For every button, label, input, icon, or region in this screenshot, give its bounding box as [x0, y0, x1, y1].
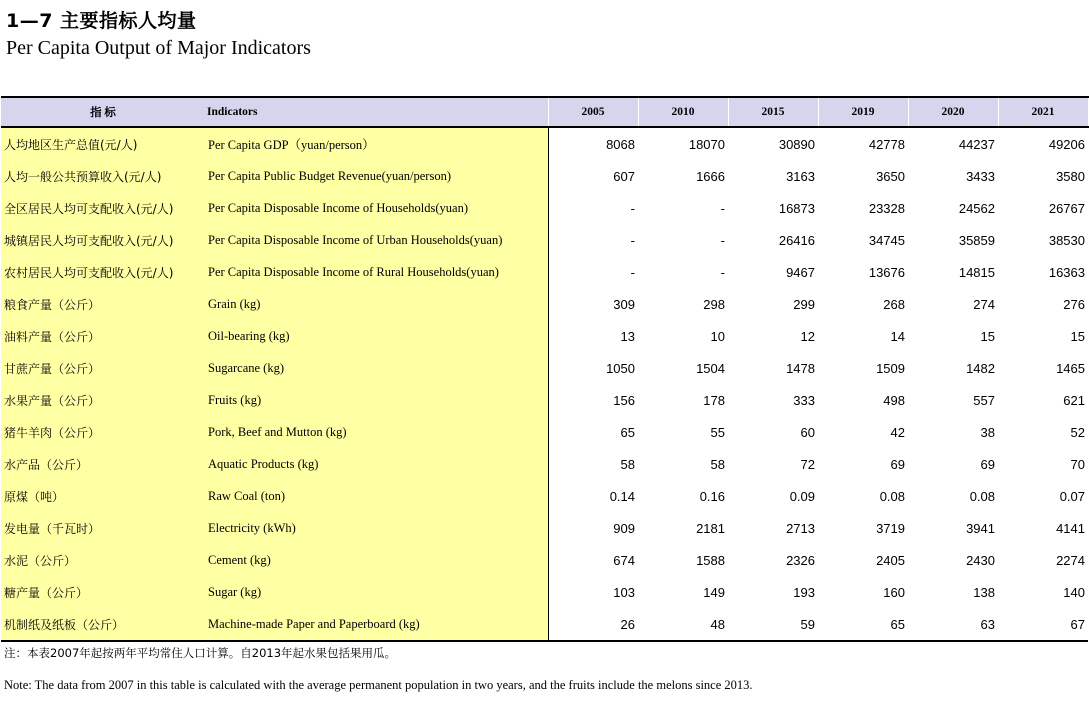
indicator-name-cn: 猪牛羊肉（公斤）: [1, 416, 205, 448]
value-cell: 268: [883, 296, 905, 312]
indicator-name-en: Oil-bearing (kg): [205, 320, 548, 352]
indicator-name-en: Sugar (kg): [205, 576, 548, 608]
value-cell: 52: [1070, 424, 1085, 440]
indicator-name-en: Per Capita GDP（yuan/person）: [205, 127, 548, 160]
indicator-name-cn: 全区居民人均可支配收入(元/人): [1, 192, 205, 224]
value-cell: 8068: [606, 136, 635, 152]
value-cell: 24562: [958, 200, 995, 216]
value-cell: 3941: [966, 520, 995, 536]
value-cell: -: [720, 232, 725, 248]
value-cell: 69: [890, 456, 905, 472]
table-row: [1, 416, 1088, 448]
value-cell: 70: [1070, 456, 1085, 472]
value-cell: 333: [793, 392, 815, 408]
indicator-name-en: Raw Coal (ton): [205, 480, 548, 512]
table-row: [1, 384, 1088, 416]
indicator-name-en: Grain (kg): [205, 288, 548, 320]
value-cell: 9467: [786, 264, 815, 280]
value-cell: 1465: [1056, 360, 1085, 376]
value-cell: 44237: [958, 136, 995, 152]
indicator-name-en: Cement (kg): [205, 544, 548, 576]
value-cell: 59: [728, 608, 818, 641]
value-cell: 13: [620, 328, 635, 344]
table-row: [1, 544, 1088, 576]
page-title-cn: 1—7 主要指标人均量: [6, 10, 197, 32]
value-cell: 3433: [966, 168, 995, 184]
value-cell: 2405: [876, 552, 905, 568]
value-cell: 3650: [876, 168, 905, 184]
page-title-en: Per Capita Output of Major Indicators: [6, 37, 311, 59]
value-cell: 178: [703, 392, 725, 408]
value-cell: 18070: [688, 136, 725, 152]
value-cell: 3580: [1056, 168, 1085, 184]
indicator-name-cn: 城镇居民人均可支配收入(元/人): [1, 224, 205, 256]
indicator-name-cn: 原煤（吨）: [1, 480, 205, 512]
value-cell: 60: [800, 424, 815, 440]
table-row: [1, 127, 1088, 160]
indicator-name-cn: 机制纸及纸板（公斤）: [1, 608, 205, 641]
value-cell: 160: [883, 584, 905, 600]
indicator-name-cn: 人均地区生产总值(元/人): [1, 127, 205, 160]
indicator-name-en: Per Capita Disposable Income of Urban Households(yuan): [205, 224, 548, 256]
table-row: [1, 320, 1088, 352]
header-indicator-cn: 指 标: [1, 97, 205, 127]
value-cell: 140: [1063, 584, 1085, 600]
value-cell: 0.08: [969, 488, 995, 504]
value-cell: 42778: [868, 136, 905, 152]
value-cell: 35859: [958, 232, 995, 248]
indicator-name-en: Per Capita Disposable Income of Households(yuan): [205, 192, 548, 224]
value-cell: 72: [800, 456, 815, 472]
value-cell: 4141: [1056, 520, 1085, 536]
table-row: [1, 512, 1088, 544]
value-cell: 607: [613, 168, 635, 184]
header-indicator-en: Indicators: [205, 97, 548, 127]
value-cell: 299: [793, 296, 815, 312]
header-year: 2021: [998, 97, 1088, 127]
value-cell: 23328: [868, 200, 905, 216]
value-cell: 909: [613, 520, 635, 536]
value-cell: 1482: [966, 360, 995, 376]
value-cell: 0.08: [879, 488, 905, 504]
value-cell: 14815: [958, 264, 995, 280]
value-cell: 3163: [786, 168, 815, 184]
value-cell: 67: [998, 608, 1088, 641]
value-cell: 65: [818, 608, 908, 641]
value-cell: 26: [548, 608, 638, 641]
value-cell: 193: [793, 584, 815, 600]
value-cell: 1666: [696, 168, 725, 184]
value-cell: 2274: [1056, 552, 1085, 568]
value-cell: 58: [710, 456, 725, 472]
header-year: 2015: [728, 97, 818, 127]
indicator-name-cn: 发电量（千瓦时）: [1, 512, 205, 544]
value-cell: 674: [613, 552, 635, 568]
value-cell: 38: [980, 424, 995, 440]
note-cn: 注：本表2007年起按两年平均常住人口计算。自2013年起水果包括果用瓜。: [4, 646, 397, 660]
table-row: [1, 160, 1088, 192]
indicator-name-cn: 糖产量（公斤）: [1, 576, 205, 608]
value-cell: 42: [890, 424, 905, 440]
value-cell: 14: [890, 328, 905, 344]
table-row: [1, 288, 1088, 320]
indicator-name-en: Pork, Beef and Mutton (kg): [205, 416, 548, 448]
indicator-name-cn: 油料产量（公斤）: [1, 320, 205, 352]
indicator-name-en: Electricity (kWh): [205, 512, 548, 544]
table-row: [1, 480, 1088, 512]
table-row: [1, 448, 1088, 480]
value-cell: 34745: [868, 232, 905, 248]
value-cell: 1478: [786, 360, 815, 376]
value-cell: 65: [620, 424, 635, 440]
value-cell: 557: [973, 392, 995, 408]
indicators-table: [1, 96, 1089, 642]
value-cell: 1509: [876, 360, 905, 376]
value-cell: -: [630, 200, 635, 216]
value-cell: -: [630, 264, 635, 280]
indicator-name-cn: 农村居民人均可支配收入(元/人): [1, 256, 205, 288]
indicator-name-cn: 粮食产量（公斤）: [1, 288, 205, 320]
indicator-name-cn: 人均一般公共预算收入(元/人): [1, 160, 205, 192]
value-cell: 30890: [778, 136, 815, 152]
value-cell: 298: [703, 296, 725, 312]
value-cell: -: [630, 232, 635, 248]
indicator-name-cn: 甘蔗产量（公斤）: [1, 352, 205, 384]
value-cell: 621: [1063, 392, 1085, 408]
table-body: [1, 127, 1088, 641]
value-cell: 1588: [696, 552, 725, 568]
value-cell: 0.07: [1059, 488, 1085, 504]
header-year: 2019: [818, 97, 908, 127]
header-year: 2010: [638, 97, 728, 127]
table-row: [1, 256, 1088, 288]
value-cell: 13676: [868, 264, 905, 280]
value-cell: 63: [908, 608, 998, 641]
table-row: [1, 576, 1088, 608]
indicator-name-en: Fruits (kg): [205, 384, 548, 416]
header-year: 2020: [908, 97, 998, 127]
table-row: [1, 224, 1088, 256]
value-cell: 16873: [778, 200, 815, 216]
value-cell: 48: [638, 608, 728, 641]
value-cell: 149: [703, 584, 725, 600]
value-cell: 0.16: [699, 488, 725, 504]
value-cell: 49206: [1048, 136, 1085, 152]
header-year: 2005: [548, 97, 638, 127]
value-cell: 55: [710, 424, 725, 440]
value-cell: 69: [980, 456, 995, 472]
indicator-name-en: Sugarcane (kg): [205, 352, 548, 384]
value-cell: 12: [800, 328, 815, 344]
value-cell: 0.14: [609, 488, 635, 504]
value-cell: 138: [973, 584, 995, 600]
value-cell: 26416: [778, 232, 815, 248]
value-cell: 1504: [696, 360, 725, 376]
indicator-name-cn: 水果产量（公斤）: [1, 384, 205, 416]
value-cell: 58: [620, 456, 635, 472]
value-cell: -: [720, 200, 725, 216]
value-cell: 103: [613, 584, 635, 600]
value-cell: 10: [710, 328, 725, 344]
table-row: [1, 192, 1088, 224]
value-cell: 276: [1063, 296, 1085, 312]
value-cell: 15: [1070, 328, 1085, 344]
value-cell: 498: [883, 392, 905, 408]
value-cell: 2326: [786, 552, 815, 568]
table-row: [1, 352, 1088, 384]
value-cell: 3719: [876, 520, 905, 536]
indicator-name-cn: 水泥（公斤）: [1, 544, 205, 576]
indicator-name-en: Per Capita Public Budget Revenue(yuan/person): [205, 160, 548, 192]
value-cell: -: [720, 264, 725, 280]
value-cell: 274: [973, 296, 995, 312]
value-cell: 2713: [786, 520, 815, 536]
value-cell: 1050: [606, 360, 635, 376]
table-header-row: [1, 97, 1088, 127]
value-cell: 15: [980, 328, 995, 344]
indicator-name-cn: 水产品（公斤）: [1, 448, 205, 480]
value-cell: 38530: [1048, 232, 1085, 248]
value-cell: 16363: [1048, 264, 1085, 280]
value-cell: 309: [613, 296, 635, 312]
note-en: Note: The data from 2007 in this table is calculated with the average permanent population in two years, and the fruits include the melons since 2013.: [4, 678, 753, 692]
value-cell: 2181: [696, 520, 725, 536]
indicator-name-en: Aquatic Products (kg): [205, 448, 548, 480]
value-cell: 0.09: [789, 488, 815, 504]
table-row: [1, 608, 1088, 641]
value-cell: 26767: [1048, 200, 1085, 216]
indicator-name-en: Machine-made Paper and Paperboard (kg): [205, 608, 548, 641]
value-cell: 2430: [966, 552, 995, 568]
value-cell: 156: [613, 392, 635, 408]
indicator-name-en: Per Capita Disposable Income of Rural Households(yuan): [205, 256, 548, 288]
